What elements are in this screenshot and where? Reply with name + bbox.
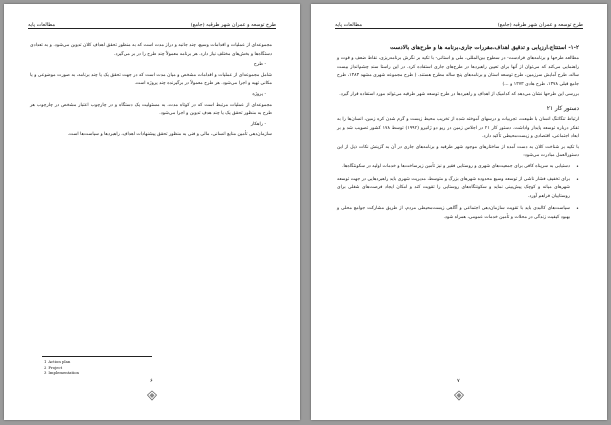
paragraph: با تکیه بر شناخت کلان به دست آمده از ساختارهای موجود شهر طرقبه و برنامه‌های جاری در آن به گزینش نکات ذیل از این دستورالعمل مبادرت می‌شود: [337, 144, 579, 159]
bullet-icon: • [576, 163, 579, 170]
bullet-text: دستیابی به سرپناه کافی برای جمعیت‌های شهری و روستایی فقیر و نیز تأمین زیرساخت‌ها و خدمات اولیه در سکونتگاه‌ها. [342, 163, 570, 169]
bullet-item [337, 205, 579, 222]
footnote-text: Project [48, 364, 63, 370]
bullet-item [337, 176, 579, 202]
footnote-number: 2 [44, 364, 47, 370]
section-heading: ۱-۲- استنتاج،ارزیابی و تدقیق اهداف،مقررات جاری،برنامه ها و طرح‌های بالادست [390, 45, 579, 51]
footnote-text: Action plan [48, 359, 71, 364]
paragraph: مجموعه‌ای از عملیات و اقدامات وسیع، چند جانبه و دراز مدت است که به منظور تحقق اهداف کلان تدوین می‌شود. و به تعدادی دستگاه‌ها و بخش‌های مختلف نیاز دارد. هر برنامه معمولاً چند طرح را در بر می‌گیرد. [30, 43, 272, 57]
bullet-icon: • [576, 206, 579, 213]
paragraph: بررسی این طرحها نشان می‌دهد که کدامیک از اهداف و راهبردها در طرح توسعه شهر طرقبه می‌تواند مورد استفاده قرار گیرد. [339, 92, 579, 98]
term-label: - پروژه [252, 91, 266, 97]
header-title: طرح توسعه و عمران شهر طرقبه (جامع) [497, 22, 583, 28]
bullet-icon: • [576, 176, 579, 183]
page-number: ۷ [457, 378, 460, 384]
page-number: ۶ [150, 378, 153, 384]
term-label: - طرح [253, 62, 266, 68]
page-header [335, 18, 583, 29]
header-title: طرح توسعه و عمران شهر طرقبه (جامع) [190, 22, 276, 28]
document-page-right [311, 4, 607, 420]
header-subtitle: مطالعات پایه [28, 22, 56, 28]
paragraph: مطالعه طرحها و برنامه‌های فرادست- در سطوح بین‌المللی، ملی و استانی- با تکیه بر نگرش برنامه‌ریزی، نقاط ضعف و قوت و راهنمایی می‌کند که می‌توان از آنها برای تعیین راهبردها در طرح‌های جاری استفاده کرد. در این راستا سند چشم‌انداز بیست ساله، طرح آمایش سرزمین، طرح توسعه استان و برنامه‌های پنج ساله مطرح هستند. ( طرح مجموعه شهری مشهد ۱۳۸۳، طرح جامع قبلی ۱۳۷۸، طرح هادی ۱۳۷۳ و ...) [337, 56, 579, 87]
page-body [337, 44, 579, 227]
paragraph: سازمان‌دهی تأمین منابع انسانی، مالی و فنی به منظور تحقق پیشنهادات اهداف، راهبردها و سیاست‌ها است. [67, 132, 272, 138]
term-label: - راهکار [250, 121, 266, 127]
paragraph: ارتباط تنگاتنگ انسان با طبیعت، تجربیات و درسهای آموخته شده از تخریب محیط زیست و گرم شدن کره زمین، انسان‌ها را به تفکر درباره توسعه پایدار واداشت. دستور کار ۲۱ در اجلاس زمین در ریو دو ژانیرو (۱۹۹۲) توسط ۱۷۸ کشور تصویب شد و بر ابعاد اجتماعی، اقتصادی و زیست‌محیطی تأکید دارد. [337, 116, 579, 140]
page-header [28, 18, 276, 29]
bullet-text: برای تخفیف فشار ناشی از توسعه وسیع محدوده شهرهای بزرگ و متوسط، مدیریت شهری باید راهبردهایی در جهت توسعه شهرهای میانه و کوچک پیش‌بینی نماید و سکونتگاه‌های روستایی را تقویت کند و امکان ایجاد فرصت‌های شغلی برای روستاییان فراهم آورد. [337, 176, 570, 199]
footnote-divider [42, 356, 152, 357]
paragraph: مجموعه‌ای از عملیات مرتبط است که در کوتاه مدت، به مسئولیت یک دستگاه و در چارچوب اعتبار مشخص در چارچوب هر طرح به منظور تحقق یک یا چند هدف تدوین و اجرا می‌شود. [30, 102, 272, 117]
footnote-number: 1 [44, 359, 47, 364]
footnote-number: 3 [44, 370, 47, 376]
bullet-item [337, 163, 579, 172]
publisher-logo-icon [146, 390, 158, 401]
publisher-logo-icon [453, 390, 465, 401]
footnote [42, 370, 79, 376]
page-body [30, 42, 272, 142]
footnotes [42, 359, 79, 376]
bullet-text: سیاست‌های کالبدی باید با تقویت سازمان‌دهی اجتماعی و آگاهی زیست‌محیطی مردم، از طریق مشارکت جوامع محلی و بهبود کیفیت زندگی در محلات و تأمین خدمات عمومی، همراه شود. [337, 206, 570, 220]
footnote-text: Implementation [48, 370, 79, 376]
header-subtitle: مطالعات پایه [335, 22, 363, 28]
document-page-left [4, 4, 300, 420]
paragraph: شامل مجموعه‌ای از عملیات و اقدامات مشخص و میان مدت است که در جهت تحقق یک یا چند برنامه، به صورت موضوعی و یا مکانی تهیه و اجرا می‌شود. هر طرح معمولاً در برگیرنده چند پروژه است. [30, 72, 272, 87]
subsection-heading: دستور کار ۲۱ [546, 105, 579, 112]
